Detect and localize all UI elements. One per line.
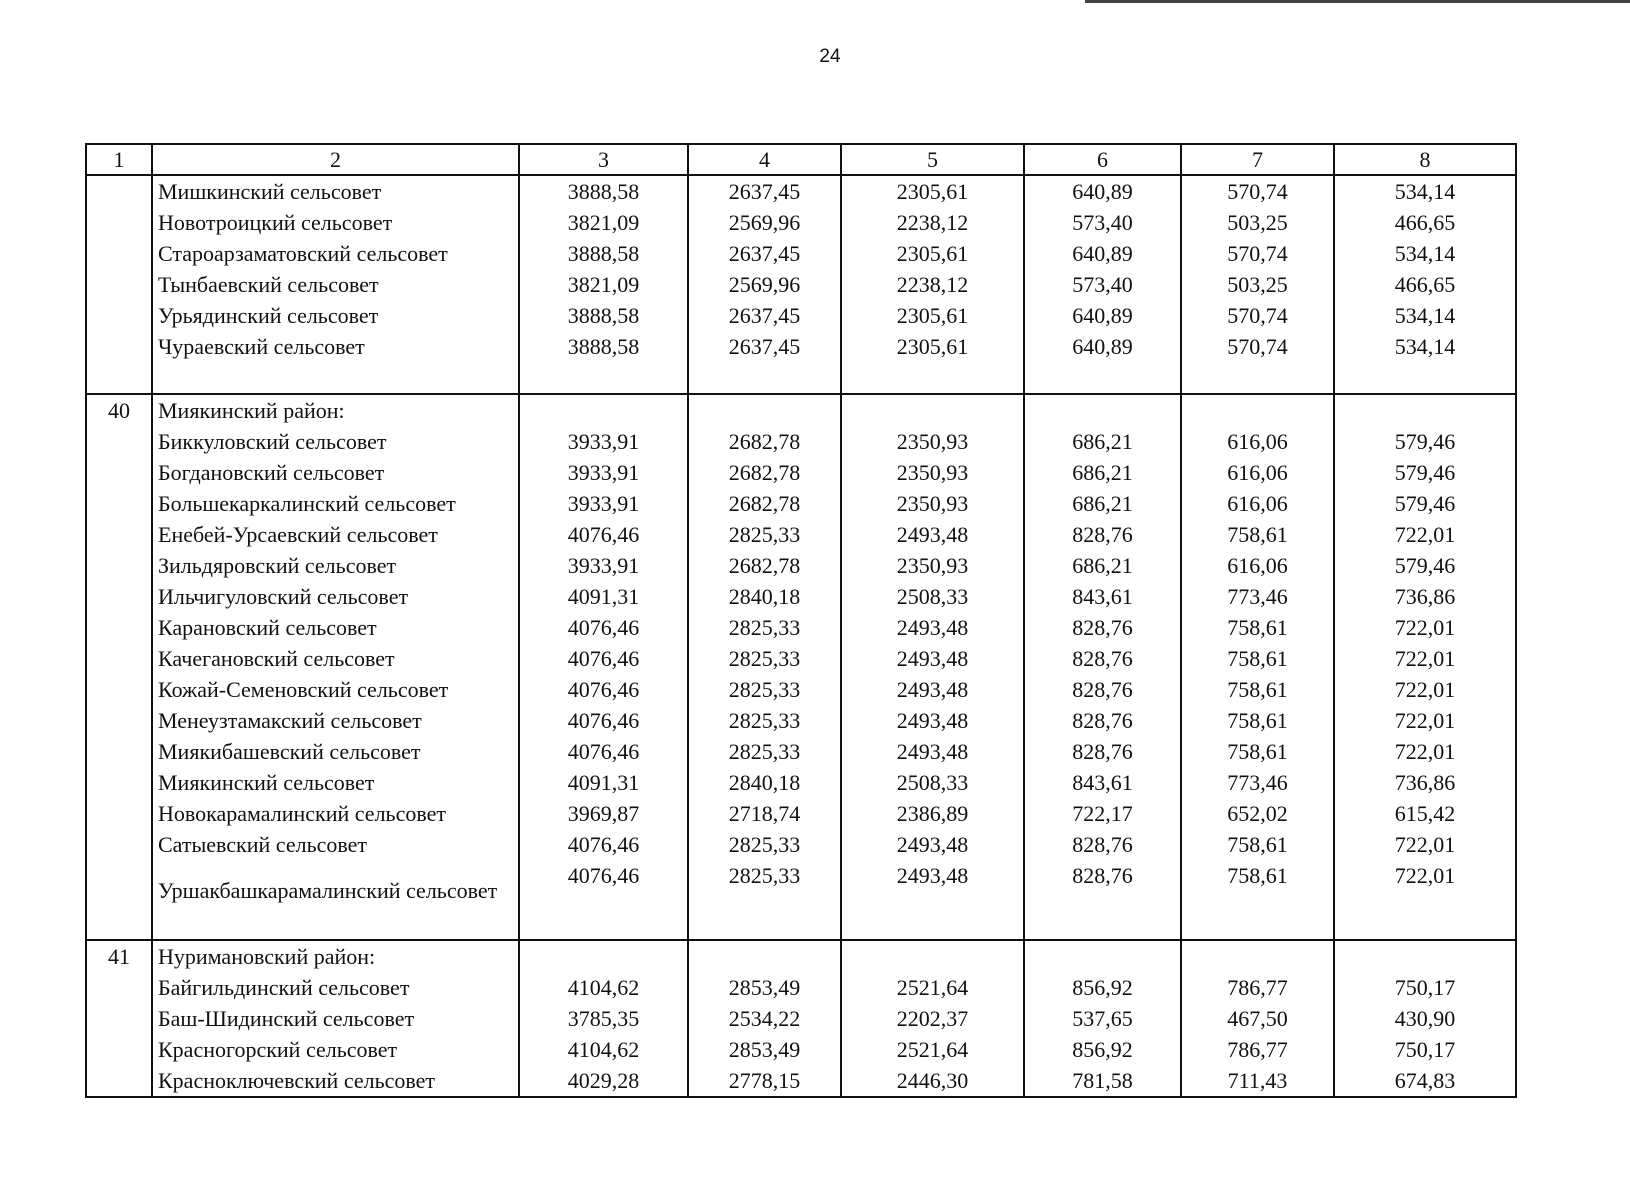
value-col-4: 2682,78 [688, 426, 841, 457]
value-col-6: 843,61 [1024, 767, 1181, 798]
index-cell [86, 705, 152, 736]
value-col-5: 2305,61 [841, 175, 1024, 207]
value-col-7: 786,77 [1181, 1034, 1334, 1065]
value-col-6: 828,76 [1024, 829, 1181, 860]
value-col-4: 2853,49 [688, 972, 841, 1003]
value-col-6: 828,76 [1024, 612, 1181, 643]
separator-cell [1334, 908, 1516, 940]
empty-cell [1181, 394, 1334, 426]
value-col-4: 2718,74 [688, 798, 841, 829]
value-col-5: 2305,61 [841, 331, 1024, 362]
table-row [86, 860, 1516, 908]
value-col-4: 2825,33 [688, 829, 841, 860]
value-col-4: 2778,15 [688, 1065, 841, 1097]
table-row [86, 519, 1516, 550]
value-col-8: 722,01 [1334, 829, 1516, 860]
empty-cell [688, 394, 841, 426]
value-col-6: 686,21 [1024, 550, 1181, 581]
value-col-3: 3888,58 [519, 300, 688, 331]
value-col-7: 570,74 [1181, 175, 1334, 207]
value-col-3: 4091,31 [519, 581, 688, 612]
value-col-7: 758,61 [1181, 519, 1334, 550]
value-col-4: 2825,33 [688, 705, 841, 736]
separator-cell [1024, 362, 1181, 394]
value-col-6: 828,76 [1024, 860, 1181, 908]
index-cell [86, 457, 152, 488]
value-col-8: 579,46 [1334, 426, 1516, 457]
index-cell [86, 1034, 152, 1065]
value-col-5: 2305,61 [841, 300, 1024, 331]
value-col-8: 534,14 [1334, 331, 1516, 362]
page-number: 24 [819, 46, 841, 67]
value-col-8: 534,14 [1334, 175, 1516, 207]
value-col-5: 2350,93 [841, 426, 1024, 457]
value-col-6: 573,40 [1024, 269, 1181, 300]
value-col-4: 2569,96 [688, 207, 841, 238]
group-title-row [86, 394, 1516, 426]
settlement-name: Богдановский сельсовет [152, 457, 519, 488]
value-col-7: 758,61 [1181, 643, 1334, 674]
index-cell [86, 426, 152, 457]
separator-cell [1024, 908, 1181, 940]
value-col-8: 722,01 [1334, 860, 1516, 908]
value-col-4: 2840,18 [688, 767, 841, 798]
index-cell [86, 300, 152, 331]
value-col-8: 722,01 [1334, 643, 1516, 674]
value-col-3: 3888,58 [519, 238, 688, 269]
settlement-name: Староарзаматовский сельсовет [152, 238, 519, 269]
settlement-name: Новокарамалинский сельсовет [152, 798, 519, 829]
value-col-4: 2682,78 [688, 457, 841, 488]
settlement-name: Красноключевский сельсовет [152, 1065, 519, 1097]
value-col-3: 4076,46 [519, 860, 688, 908]
separator-cell [841, 908, 1024, 940]
value-col-8: 466,65 [1334, 269, 1516, 300]
settlement-name: Новотроицкий сельсовет [152, 207, 519, 238]
value-col-7: 467,50 [1181, 1003, 1334, 1034]
column-header: 4 [688, 144, 841, 175]
value-col-7: 570,74 [1181, 300, 1334, 331]
value-col-5: 2350,93 [841, 488, 1024, 519]
value-col-5: 2350,93 [841, 550, 1024, 581]
value-col-7: 570,74 [1181, 238, 1334, 269]
group-separator [86, 362, 1516, 394]
value-col-5: 2446,30 [841, 1065, 1024, 1097]
separator-cell [86, 908, 152, 940]
value-col-6: 640,89 [1024, 238, 1181, 269]
value-col-4: 2569,96 [688, 269, 841, 300]
value-col-5: 2521,64 [841, 972, 1024, 1003]
table-row [86, 207, 1516, 238]
value-col-6: 686,21 [1024, 426, 1181, 457]
empty-cell [1024, 394, 1181, 426]
index-cell [86, 488, 152, 519]
value-col-3: 3888,58 [519, 331, 688, 362]
separator-cell [1334, 362, 1516, 394]
value-col-5: 2238,12 [841, 269, 1024, 300]
index-cell [86, 207, 152, 238]
value-col-3: 4029,28 [519, 1065, 688, 1097]
value-col-7: 758,61 [1181, 736, 1334, 767]
value-col-4: 2825,33 [688, 736, 841, 767]
table-row [86, 300, 1516, 331]
value-col-4: 2825,33 [688, 674, 841, 705]
settlement-name: Миякибашевский сельсовет [152, 736, 519, 767]
value-col-5: 2493,48 [841, 705, 1024, 736]
value-col-8: 750,17 [1334, 972, 1516, 1003]
value-col-3: 4076,46 [519, 674, 688, 705]
table-row [86, 1034, 1516, 1065]
value-col-5: 2493,48 [841, 829, 1024, 860]
value-col-8: 674,83 [1334, 1065, 1516, 1097]
value-col-7: 773,46 [1181, 581, 1334, 612]
settlement-name: Сатыевский сельсовет [152, 829, 519, 860]
index-cell [86, 612, 152, 643]
value-col-8: 534,14 [1334, 238, 1516, 269]
column-header-row [86, 144, 1516, 175]
settlement-name: Баш-Шидинский сельсовет [152, 1003, 519, 1034]
value-col-6: 828,76 [1024, 736, 1181, 767]
settlement-name: Уршакбашкарамалинский сельсовет [152, 860, 519, 908]
table-row [86, 674, 1516, 705]
value-col-6: 537,65 [1024, 1003, 1181, 1034]
index-cell [86, 643, 152, 674]
index-cell [86, 829, 152, 860]
index-cell [86, 269, 152, 300]
settlement-name: Карановский сельсовет [152, 612, 519, 643]
value-col-8: 466,65 [1334, 207, 1516, 238]
value-col-8: 736,86 [1334, 767, 1516, 798]
empty-cell [841, 940, 1024, 972]
column-header: 7 [1181, 144, 1334, 175]
value-col-6: 640,89 [1024, 331, 1181, 362]
settlement-name: Биккуловский сельсовет [152, 426, 519, 457]
column-header: 8 [1334, 144, 1516, 175]
value-col-3: 4104,62 [519, 1034, 688, 1065]
table-row [86, 705, 1516, 736]
settlement-name: Ильчигуловский сельсовет [152, 581, 519, 612]
value-col-8: 736,86 [1334, 581, 1516, 612]
value-col-3: 3888,58 [519, 175, 688, 207]
index-cell [86, 519, 152, 550]
separator-cell [519, 908, 688, 940]
rates-table [85, 143, 1517, 1098]
value-col-8: 750,17 [1334, 1034, 1516, 1065]
table-row [86, 972, 1516, 1003]
value-col-5: 2238,12 [841, 207, 1024, 238]
value-col-8: 579,46 [1334, 550, 1516, 581]
value-col-7: 616,06 [1181, 550, 1334, 581]
table-row [86, 736, 1516, 767]
value-col-3: 3969,87 [519, 798, 688, 829]
settlement-name: Зильдяровский сельсовет [152, 550, 519, 581]
value-col-3: 4076,46 [519, 736, 688, 767]
index-cell [86, 736, 152, 767]
settlement-name: Миякинский сельсовет [152, 767, 519, 798]
value-col-3: 4076,46 [519, 519, 688, 550]
column-header: 3 [519, 144, 688, 175]
value-col-6: 686,21 [1024, 488, 1181, 519]
column-header: 6 [1024, 144, 1181, 175]
index-cell [86, 581, 152, 612]
value-col-6: 722,17 [1024, 798, 1181, 829]
table-row [86, 612, 1516, 643]
value-col-5: 2508,33 [841, 581, 1024, 612]
settlement-name: Менеузтамакский сельсовет [152, 705, 519, 736]
value-col-6: 828,76 [1024, 674, 1181, 705]
value-col-5: 2493,48 [841, 643, 1024, 674]
column-header: 2 [152, 144, 519, 175]
table-row [86, 488, 1516, 519]
value-col-7: 503,25 [1181, 269, 1334, 300]
value-col-3: 4076,46 [519, 612, 688, 643]
value-col-8: 722,01 [1334, 705, 1516, 736]
value-col-5: 2202,37 [841, 1003, 1024, 1034]
separator-cell [86, 362, 152, 394]
value-col-6: 856,92 [1024, 972, 1181, 1003]
group-title-row [86, 940, 1516, 972]
value-col-8: 722,01 [1334, 519, 1516, 550]
value-col-3: 3933,91 [519, 550, 688, 581]
value-col-7: 773,46 [1181, 767, 1334, 798]
table-row [86, 331, 1516, 362]
value-col-5: 2493,48 [841, 612, 1024, 643]
value-col-3: 4076,46 [519, 829, 688, 860]
value-col-7: 616,06 [1181, 457, 1334, 488]
index-cell [86, 798, 152, 829]
table-row [86, 175, 1516, 207]
value-col-7: 758,61 [1181, 829, 1334, 860]
group-title: Нуримановский район: [152, 940, 519, 972]
value-col-6: 781,58 [1024, 1065, 1181, 1097]
value-col-4: 2682,78 [688, 550, 841, 581]
value-col-4: 2825,33 [688, 643, 841, 674]
index-cell [86, 331, 152, 362]
value-col-3: 3821,09 [519, 269, 688, 300]
separator-cell [841, 362, 1024, 394]
value-col-4: 2840,18 [688, 581, 841, 612]
settlement-name: Урьядинский сельсовет [152, 300, 519, 331]
settlement-name: Енебей-Урсаевский сельсовет [152, 519, 519, 550]
table-row [86, 238, 1516, 269]
value-col-3: 4076,46 [519, 705, 688, 736]
value-col-8: 430,90 [1334, 1003, 1516, 1034]
value-col-4: 2825,33 [688, 612, 841, 643]
index-cell [86, 972, 152, 1003]
empty-cell [688, 940, 841, 972]
table-row [86, 643, 1516, 674]
table-body [86, 144, 1516, 1097]
index-cell [86, 767, 152, 798]
value-col-4: 2637,45 [688, 238, 841, 269]
value-col-3: 4091,31 [519, 767, 688, 798]
value-col-8: 615,42 [1334, 798, 1516, 829]
index-cell [86, 1003, 152, 1034]
table-row [86, 550, 1516, 581]
value-col-5: 2493,48 [841, 519, 1024, 550]
value-col-6: 640,89 [1024, 175, 1181, 207]
value-col-6: 686,21 [1024, 457, 1181, 488]
separator-cell [152, 362, 519, 394]
table-row [86, 767, 1516, 798]
value-col-6: 640,89 [1024, 300, 1181, 331]
value-col-5: 2521,64 [841, 1034, 1024, 1065]
value-col-3: 4076,46 [519, 643, 688, 674]
value-col-5: 2493,48 [841, 860, 1024, 908]
value-col-7: 616,06 [1181, 426, 1334, 457]
value-col-5: 2508,33 [841, 767, 1024, 798]
table-row [86, 426, 1516, 457]
value-col-4: 2637,45 [688, 175, 841, 207]
empty-cell [1181, 940, 1334, 972]
settlement-name: Мишкинский сельсовет [152, 175, 519, 207]
value-col-7: 652,02 [1181, 798, 1334, 829]
value-col-5: 2386,89 [841, 798, 1024, 829]
value-col-6: 828,76 [1024, 643, 1181, 674]
index-cell [86, 860, 152, 908]
value-col-4: 2682,78 [688, 488, 841, 519]
settlement-name: Красногорский сельсовет [152, 1034, 519, 1065]
index-cell [86, 550, 152, 581]
value-col-6: 828,76 [1024, 519, 1181, 550]
settlement-name: Кожай-Семеновский сельсовет [152, 674, 519, 705]
table-row [86, 1065, 1516, 1097]
value-col-8: 579,46 [1334, 488, 1516, 519]
value-col-7: 758,61 [1181, 674, 1334, 705]
value-col-8: 534,14 [1334, 300, 1516, 331]
empty-cell [841, 394, 1024, 426]
group-index: 41 [86, 940, 152, 972]
value-col-5: 2493,48 [841, 674, 1024, 705]
value-col-6: 856,92 [1024, 1034, 1181, 1065]
group-index: 40 [86, 394, 152, 426]
value-col-4: 2637,45 [688, 300, 841, 331]
value-col-8: 579,46 [1334, 457, 1516, 488]
index-cell [86, 1065, 152, 1097]
value-col-7: 616,06 [1181, 488, 1334, 519]
settlement-name: Тынбаевский сельсовет [152, 269, 519, 300]
table-row [86, 798, 1516, 829]
column-header: 1 [86, 144, 152, 175]
column-header: 5 [841, 144, 1024, 175]
value-col-6: 843,61 [1024, 581, 1181, 612]
value-col-8: 722,01 [1334, 674, 1516, 705]
separator-cell [1181, 908, 1334, 940]
value-col-7: 758,61 [1181, 612, 1334, 643]
value-col-7: 786,77 [1181, 972, 1334, 1003]
value-col-4: 2825,33 [688, 519, 841, 550]
table-row [86, 457, 1516, 488]
value-col-6: 573,40 [1024, 207, 1181, 238]
empty-cell [1334, 394, 1516, 426]
value-col-3: 3933,91 [519, 457, 688, 488]
table-row [86, 1003, 1516, 1034]
empty-cell [519, 394, 688, 426]
value-col-3: 4104,62 [519, 972, 688, 1003]
separator-cell [152, 908, 519, 940]
settlement-name: Чураевский сельсовет [152, 331, 519, 362]
empty-cell [519, 940, 688, 972]
table-row [86, 269, 1516, 300]
value-col-4: 2534,22 [688, 1003, 841, 1034]
separator-cell [1181, 362, 1334, 394]
index-cell [86, 175, 152, 207]
value-col-5: 2493,48 [841, 736, 1024, 767]
value-col-7: 711,43 [1181, 1065, 1334, 1097]
value-col-7: 758,61 [1181, 860, 1334, 908]
value-col-7: 570,74 [1181, 331, 1334, 362]
value-col-3: 3785,35 [519, 1003, 688, 1034]
value-col-7: 503,25 [1181, 207, 1334, 238]
settlement-name: Байгильдинский сельсовет [152, 972, 519, 1003]
value-col-3: 3933,91 [519, 488, 688, 519]
value-col-4: 2853,49 [688, 1034, 841, 1065]
group-separator [86, 908, 1516, 940]
table-row [86, 581, 1516, 612]
value-col-5: 2305,61 [841, 238, 1024, 269]
empty-cell [1334, 940, 1516, 972]
value-col-6: 828,76 [1024, 705, 1181, 736]
table-row [86, 829, 1516, 860]
settlement-name: Качегановский сельсовет [152, 643, 519, 674]
value-col-3: 3821,09 [519, 207, 688, 238]
top-rule [1085, 0, 1630, 3]
value-col-3: 3933,91 [519, 426, 688, 457]
value-col-7: 758,61 [1181, 705, 1334, 736]
value-col-5: 2350,93 [841, 457, 1024, 488]
index-cell [86, 674, 152, 705]
separator-cell [519, 362, 688, 394]
index-cell [86, 238, 152, 269]
separator-cell [688, 908, 841, 940]
value-col-4: 2825,33 [688, 860, 841, 908]
value-col-8: 722,01 [1334, 736, 1516, 767]
value-col-4: 2637,45 [688, 331, 841, 362]
value-col-8: 722,01 [1334, 612, 1516, 643]
separator-cell [688, 362, 841, 394]
group-title: Миякинский район: [152, 394, 519, 426]
settlement-name: Большекаркалинский сельсовет [152, 488, 519, 519]
empty-cell [1024, 940, 1181, 972]
